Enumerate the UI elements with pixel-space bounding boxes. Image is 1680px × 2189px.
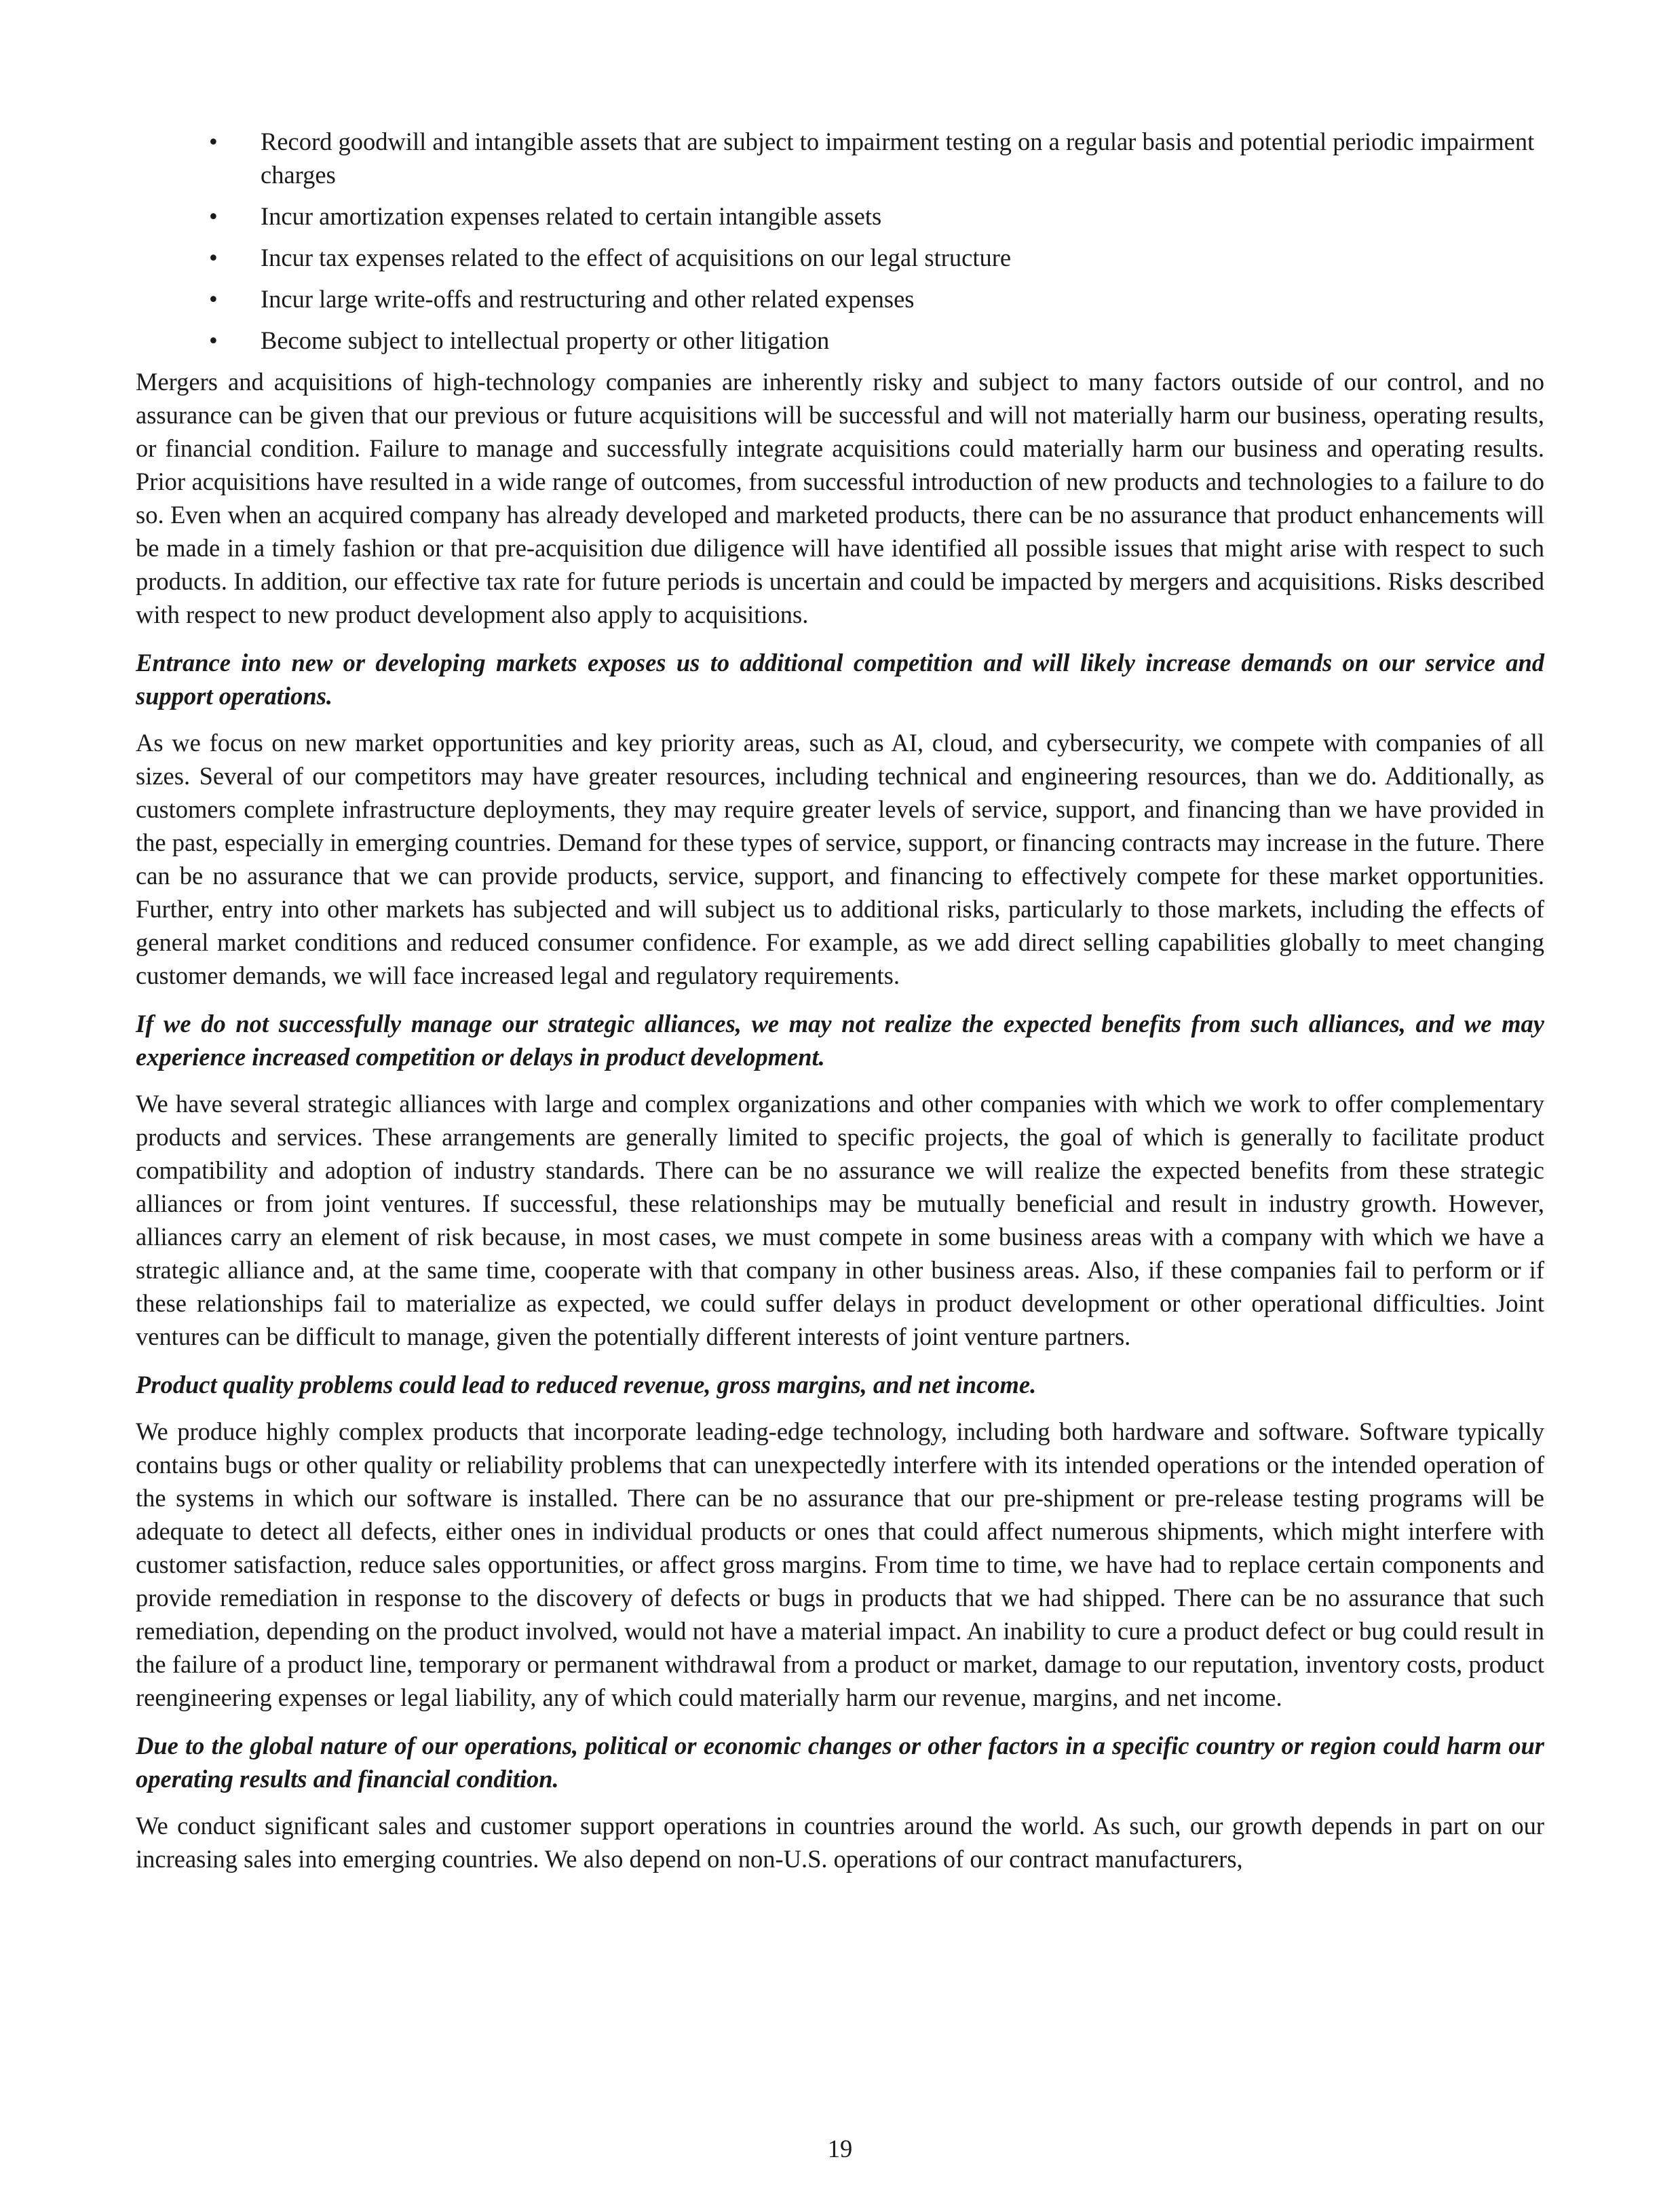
bullet-marker: •: [209, 202, 218, 230]
list-item-text: Record goodwill and intangible assets that are subject to impairment testing on a regular basis and potential periodic impairment charges: [261, 128, 1535, 189]
global-heading: Due to the global nature of our operations, political or economic changes or other factors in a specific country or region could harm our operating results and financial condition.: [136, 1732, 1544, 1793]
quality-heading: Product quality problems could lead to reduced revenue, gross margins, and net income.: [136, 1371, 1037, 1398]
bullet-marker: •: [209, 285, 218, 313]
list-item-text: Incur amortization expenses related to certain intangible assets: [261, 202, 882, 230]
list-item: [136, 199, 1544, 233]
page-number: 19: [827, 2135, 853, 2163]
mergers-paragraph: Mergers and acquisitions of high-technology companies are inherently risky and subject to many factors outside of our control, and no assurance can be given that our previous or future acquisitions will be successful and will not materially harm our business, operating results, or financial condition. Failure to manage and successfully integrate acquisitions could materially harm our business and operating results. Prior acquisitions have resulted in a wide range of outcomes, from successful introduction of new products and technologies to a failure to do so. Even when an acquired company has already developed and marketed products, there can be no assurance that product enhancements will be made in a timely fashion or that pre-acquisition due diligence will have identified all possible issues that might arise with respect to such products. In addition, our effective tax rate for future periods is uncertain and could be impacted by mergers and acquisitions. Risks described with respect to new product development also apply to acquisitions.: [136, 368, 1544, 628]
list-item-text: Incur tax expenses related to the effect of acquisitions on our legal structure: [261, 244, 1012, 271]
alliances-paragraph: We have several strategic alliances with large and complex organizations and other companies with which we work to offer complementary products and services. These arrangements are generally limited to specific projects, the goal of which is generally to facilitate product compatibility and adoption of industry standards. There can be no assurance we will realize the expected benefits from these strategic alliances or from joint ventures. If successful, these relationships may be mutually beneficial and result in industry growth. However, alliances carry an element of risk because, in most cases, we must compete in some business areas with a company with which we have a strategic alliance and, at the same time, cooperate with that company in other business areas. Also, if these companies fail to perform or if these relationships fail to materialize as expected, we could suffer delays in product development or other operational difficulties. Joint ventures can be difficult to manage, given the potentially different interests of joint venture partners.: [136, 1090, 1544, 1350]
document-page: [136, 125, 1544, 1890]
alliances-heading: If we do not successfully manage our strategic alliances, we may not realize the expected benefits from such alliances, and we may experience increased competition or delays in product development.: [136, 1010, 1544, 1071]
bullet-marker: •: [209, 128, 218, 155]
acquisition-risk-list: [136, 125, 1544, 357]
list-item: [136, 241, 1544, 274]
list-item: [136, 324, 1544, 357]
bullet-marker: •: [209, 244, 218, 271]
list-item: [136, 125, 1544, 191]
new-markets-heading: Entrance into new or developing markets exposes us to additional competition and will likely increase demands on our service and support operations.: [136, 649, 1544, 710]
quality-paragraph: We produce highly complex products that incorporate leading-edge technology, including both hardware and software. Software typically contains bugs or other quality or reliability problems that can unexpectedly interfere with its intended operations or the intended operation of the systems in which our software is installed. There can be no assurance that our pre-shipment or pre-release testing programs will be adequate to detect all defects, either ones in individual products or ones that could affect numerous shipments, which might interfere with customer satisfaction, reduce sales opportunities, or affect gross margins. From time to time, we have had to replace certain components and provide remediation in response to the discovery of defects or bugs in products that we had shipped. There can be no assurance that such remediation, depending on the product involved, would not have a material impact. An inability to cure a product defect or bug could result in the failure of a product line, temporary or permanent withdrawal from a product or market, damage to our reputation, inventory costs, product reengineering expenses or legal liability, any of which could materially harm our revenue, margins, and net income.: [136, 1417, 1544, 1711]
list-item-text: Become subject to intellectual property or other litigation: [261, 326, 830, 354]
new-markets-paragraph: As we focus on new market opportunities and key priority areas, such as AI, cloud, and cybersecurity, we compete with companies of all sizes. Several of our competitors may have greater resources, including technical and engineering resources, than we do. Additionally, as customers complete infrastructure deployments, they may require greater levels of service, support, and financing than we have provided in the past, especially in emerging countries. Demand for these types of service, support, or financing contracts may increase in the future. There can be no assurance that we can provide products, service, support, and financing to effectively compete for these market opportunities. Further, entry into other markets has subjected and will subject us to additional risks, particularly to those markets, including the effects of general market conditions and reduced consumer confidence. For example, as we add direct selling capabilities globally to meet changing customer demands, we will face increased legal and regulatory requirements.: [136, 729, 1544, 989]
list-item-text: Incur large write-offs and restructuring and other related expenses: [261, 285, 915, 313]
list-item: [136, 282, 1544, 316]
bullet-marker: •: [209, 326, 218, 354]
global-paragraph: We conduct significant sales and customer support operations in countries around the world. As such, our growth depends in part on our increasing sales into emerging countries. We also depend on non-U.S. operations of our contract manufacturers,: [136, 1812, 1544, 1873]
